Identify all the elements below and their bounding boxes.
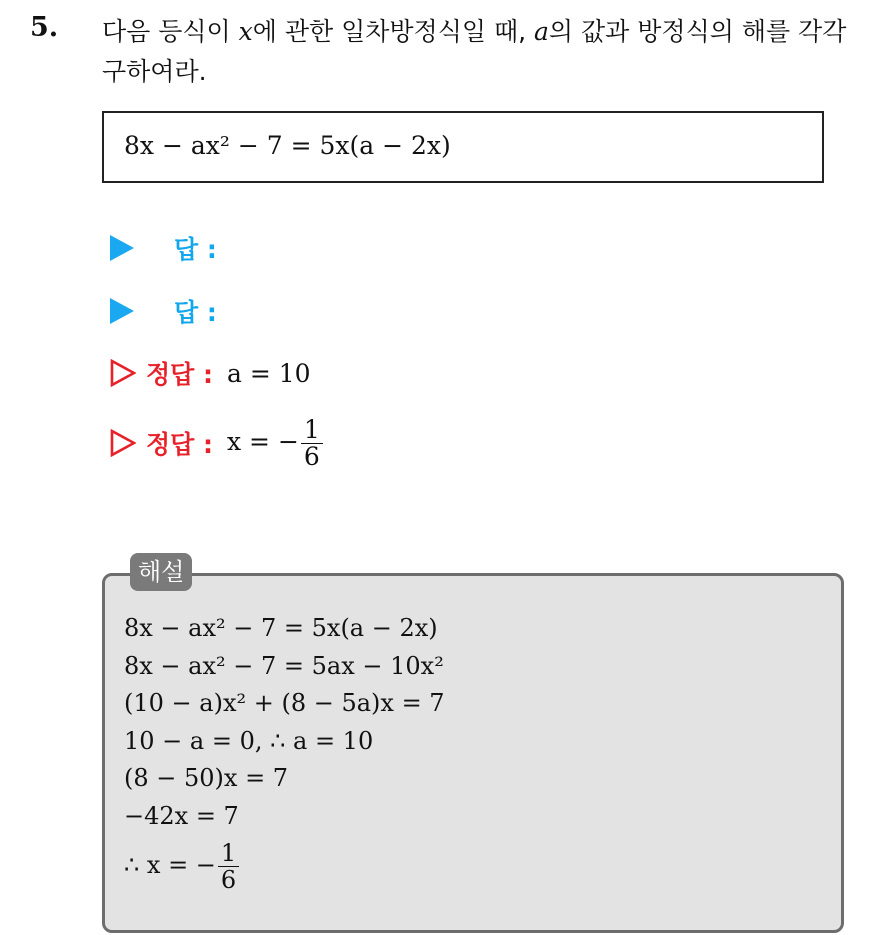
correct-answer-2 [110,416,323,470]
correct-answer-1 [110,353,311,393]
explanation-line: (8 − 50)x = 7 [124,764,289,792]
final-prefix: ∴ x = − [124,851,216,879]
question-text-part3: 의 값과 방정식의 해를 각각 [548,17,847,46]
question-text-part2: 에 관한 일차방정식일 때, [252,17,535,46]
explanation-final-line [124,835,445,895]
answer-blank-1[interactable] [110,228,217,268]
explanation-lines [124,610,445,895]
outline-triangle-icon [110,359,136,387]
fraction-denominator: 6 [220,866,237,894]
fraction-numerator: 1 [301,417,323,444]
correct-answer-label: 정답 : [146,430,214,459]
question-text-line2: 구하여라. [102,57,207,86]
answer2-prefix: x = − [227,426,299,456]
answer-blank-label: 답 : [174,298,217,327]
explanation-tag: 해설 [130,553,192,591]
fraction-numerator: 1 [218,840,239,867]
play-triangle-icon [110,298,134,324]
equation-box [102,111,824,183]
var-x: x [238,17,253,46]
play-triangle-icon [110,235,134,261]
question-text [102,12,862,92]
correct-answer-label: 정답 : [146,360,214,389]
explanation-line: −42x = 7 [124,801,239,830]
answer-blank-2[interactable] [110,291,217,331]
answer-blank-label: 답 : [174,235,217,264]
explanation-line: 8x − ax² − 7 = 5x(a − 2x) [124,614,438,642]
fraction-denominator: 6 [303,441,320,471]
explanation-line: 10 − a = 0, ∴ a = 10 [124,726,374,755]
final-fraction [218,840,239,893]
question-text-part1: 다음 등식이 [102,17,239,46]
equation: 8x − ax² − 7 = 5x(a − 2x) [124,131,451,160]
answer2-fraction [301,414,323,471]
question-number: 5. [30,12,59,43]
explanation-line: (10 − a)x² + (8 − 5a)x = 7 [124,689,445,717]
var-a: a [534,17,549,46]
correct-answer-value: a = 10 [227,358,311,388]
explanation-line: 8x − ax² − 7 = 5ax − 10x² [124,651,444,680]
correct-answer-value [227,414,323,471]
outline-triangle-icon [110,429,136,457]
